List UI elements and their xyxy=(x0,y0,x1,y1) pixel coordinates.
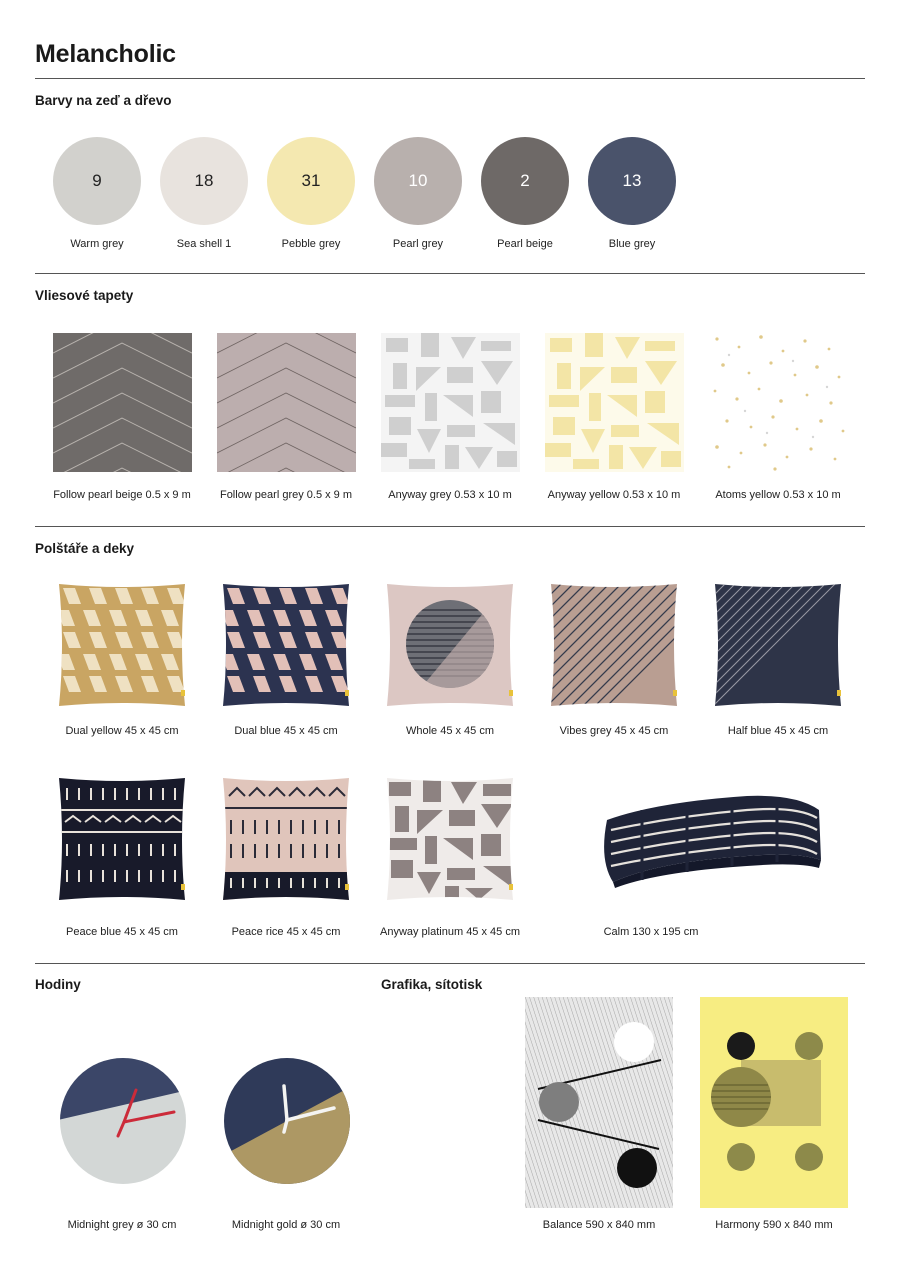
pillow-peace-rice[interactable] xyxy=(217,774,356,906)
divider xyxy=(35,526,865,527)
section-title-pillows: Polštáře a deky xyxy=(35,541,135,556)
item-caption: Anyway grey 0.53 x 10 m xyxy=(388,489,512,501)
item-caption: Midnight gold ø 30 cm xyxy=(231,1219,341,1231)
item-caption: Whole 45 x 45 cm xyxy=(405,725,495,737)
section-title-wallpapers: Vliesové tapety xyxy=(35,288,134,303)
paint-swatch[interactable] xyxy=(374,137,462,225)
paint-swatch[interactable] xyxy=(588,137,676,225)
pillow-vibes-grey[interactable] xyxy=(545,580,684,712)
paint-label: Warm grey xyxy=(70,238,124,250)
paint-number: 31 xyxy=(301,171,321,190)
item-caption: Harmony 590 x 840 mm xyxy=(715,1219,833,1231)
item-caption: Dual blue 45 x 45 cm xyxy=(234,725,338,737)
wallpaper-anyway-yellow[interactable] xyxy=(545,333,684,472)
item-caption: Follow pearl beige 0.5 x 9 m xyxy=(53,489,191,501)
item-caption: Calm 130 x 195 cm xyxy=(603,926,699,938)
item-caption: Follow pearl grey 0.5 x 9 m xyxy=(219,489,353,501)
paint-swatch[interactable] xyxy=(267,137,355,225)
paint-label: Sea shell 1 xyxy=(176,238,232,250)
clock-midnight-gold[interactable] xyxy=(222,1056,352,1186)
pillow-dual-yellow[interactable] xyxy=(53,580,192,712)
item-caption: Dual yellow 45 x 45 cm xyxy=(65,725,179,737)
paint-label: Pearl grey xyxy=(392,238,444,250)
item-caption: Midnight grey ø 30 cm xyxy=(67,1219,177,1231)
print-balance[interactable] xyxy=(525,997,673,1208)
paint-swatch[interactable] xyxy=(160,137,248,225)
paint-number: 18 xyxy=(194,171,214,190)
paint-swatch[interactable] xyxy=(481,137,569,225)
paint-label: Pearl beige xyxy=(497,238,553,250)
pillow-whole[interactable] xyxy=(381,580,520,712)
wallpaper-follow-pearl-grey[interactable] xyxy=(217,333,356,472)
pillow-dual-blue[interactable] xyxy=(217,580,356,712)
paint-number: 10 xyxy=(408,171,428,190)
item-caption: Anyway platinum 45 x 45 cm xyxy=(379,926,520,938)
paint-number: 2 xyxy=(520,171,530,190)
item-caption: Peace rice 45 x 45 cm xyxy=(231,926,341,938)
wallpaper-atoms-yellow[interactable] xyxy=(709,333,848,472)
item-caption: Anyway yellow 0.53 x 10 m xyxy=(547,489,681,501)
section-title-paints: Barvy na zeď a dřevo xyxy=(35,93,172,108)
divider xyxy=(35,78,865,79)
wallpaper-anyway-grey[interactable] xyxy=(381,333,520,472)
divider xyxy=(35,273,865,274)
paint-label: Blue grey xyxy=(608,238,656,250)
page-title: Melancholic xyxy=(35,40,176,68)
pillow-peace-blue[interactable] xyxy=(53,774,192,906)
item-caption: Half blue 45 x 45 cm xyxy=(727,725,829,737)
pillow-half-blue[interactable] xyxy=(709,580,848,712)
item-caption: Vibes grey 45 x 45 cm xyxy=(559,725,669,737)
paint-swatch[interactable] xyxy=(53,137,141,225)
section-title-prints: Grafika, sítotisk xyxy=(381,977,483,992)
section-title-clocks: Hodiny xyxy=(35,977,81,992)
item-caption: Balance 590 x 840 mm xyxy=(542,1219,656,1231)
pillow-anyway-platinum[interactable] xyxy=(381,774,520,906)
paint-label: Pebble grey xyxy=(281,238,341,250)
paint-number: 9 xyxy=(92,171,102,190)
blanket-calm[interactable] xyxy=(597,790,827,890)
item-caption: Peace blue 45 x 45 cm xyxy=(66,926,178,938)
wallpaper-follow-pearl-beige[interactable] xyxy=(53,333,192,472)
paint-number: 13 xyxy=(622,171,642,190)
print-harmony[interactable] xyxy=(700,997,848,1208)
divider xyxy=(35,963,865,964)
clock-midnight-grey[interactable] xyxy=(58,1056,188,1186)
item-caption: Atoms yellow 0.53 x 10 m xyxy=(715,489,841,501)
